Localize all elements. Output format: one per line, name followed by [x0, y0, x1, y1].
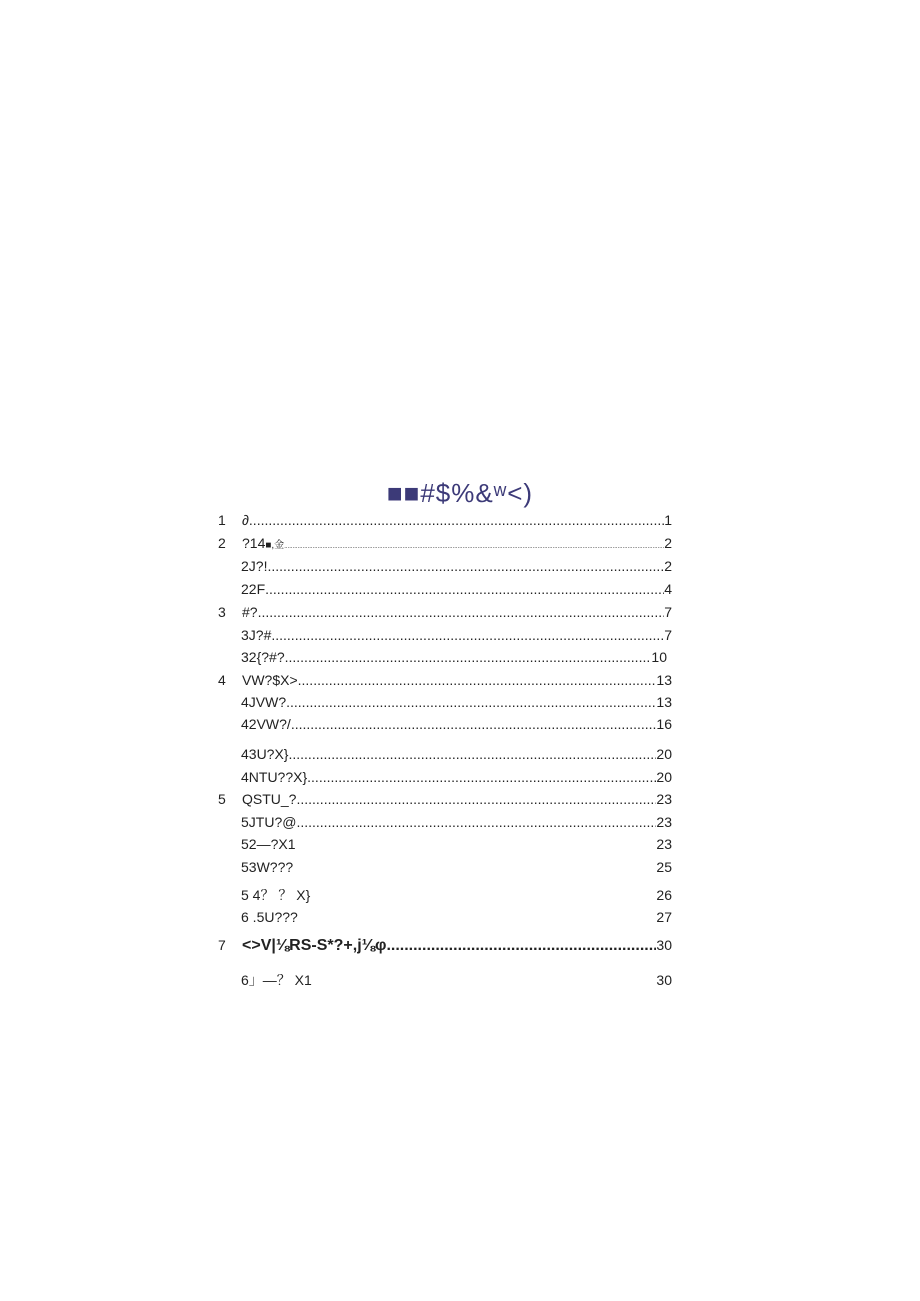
- toc-entry[interactable]: [218, 791, 672, 813]
- dot-leader: [284, 544, 664, 550]
- toc-entry[interactable]: [218, 694, 672, 716]
- toc-entry[interactable]: [218, 970, 672, 992]
- entry-label: 5 4？ ？ X}: [241, 887, 311, 903]
- entry-page: 13: [656, 672, 672, 688]
- toc-title: ■■#$%&ʷ<): [386, 478, 534, 508]
- dot-leader: [307, 769, 656, 785]
- entry-label: 32{?#?: [241, 649, 285, 665]
- entry-label: 6 .5U???: [241, 909, 298, 925]
- entry-page: 20: [656, 769, 672, 785]
- toc-entry[interactable]: [218, 581, 672, 603]
- entry-page: 30: [656, 972, 672, 988]
- toc-entry[interactable]: [218, 649, 667, 671]
- entry-number: 5: [218, 791, 226, 807]
- entry-page: 13: [656, 694, 672, 710]
- toc-entry[interactable]: [218, 909, 672, 931]
- entry-label: ?14: [242, 535, 266, 551]
- entry-number: 7: [218, 937, 226, 953]
- entry-label: QSTU_?: [242, 791, 297, 807]
- entry-page: 10: [651, 649, 667, 665]
- entry-page: 30: [656, 937, 672, 953]
- dot-leader: [298, 672, 657, 688]
- entry-page: 4: [664, 581, 672, 597]
- dot-leader: [296, 814, 656, 830]
- entry-label: 2J?!: [241, 558, 268, 574]
- dot-leader: [267, 558, 664, 574]
- entry-label: <>V|⅛RS-S*?+,j⅛φ: [242, 937, 387, 954]
- entry-page: 25: [656, 859, 672, 875]
- entry-label: #?: [242, 604, 258, 620]
- entry-page: 27: [656, 909, 672, 925]
- entry-label: 53W???: [241, 859, 294, 875]
- toc-entry[interactable]: [218, 859, 672, 881]
- dot-leader: [286, 694, 656, 710]
- entry-label: 5JTU?@: [241, 814, 297, 830]
- toc-entry[interactable]: [218, 814, 672, 836]
- dot-leader: [271, 627, 664, 643]
- entry-label: 3J?#: [241, 627, 272, 643]
- entry-page: 26: [656, 887, 672, 903]
- toc-entry[interactable]: [218, 672, 672, 694]
- entry-number: 3: [218, 604, 226, 620]
- entry-label: 43U?X}: [241, 746, 289, 762]
- entry-page: 20: [656, 746, 672, 762]
- entry-page: 2: [664, 558, 672, 574]
- entry-label-small: ■,金: [265, 540, 285, 551]
- entry-page: 23: [656, 791, 672, 807]
- entry-label: 4JVW?: [241, 694, 287, 710]
- entry-number: 2: [218, 535, 226, 551]
- entry-label: VW?$X>: [242, 672, 298, 688]
- entry-page: 23: [656, 836, 672, 852]
- dot-leader: [386, 937, 656, 955]
- entry-page: 23: [656, 814, 672, 830]
- toc-entry[interactable]: [218, 746, 672, 768]
- dot-leader: [249, 512, 664, 528]
- toc-entry[interactable]: [218, 937, 672, 963]
- toc-entry[interactable]: [218, 769, 672, 791]
- dot-leader: [285, 649, 652, 665]
- toc-entry[interactable]: [218, 836, 672, 858]
- toc-entry[interactable]: [218, 627, 672, 649]
- toc-entry[interactable]: [218, 512, 672, 534]
- entry-label: 4NTU??X}: [241, 769, 308, 785]
- entry-label: 6」—？ X1: [241, 972, 312, 988]
- entry-label: ∂: [242, 512, 249, 528]
- entry-page: 7: [664, 604, 672, 620]
- dot-leader: [296, 791, 656, 807]
- dot-leader: [288, 746, 656, 762]
- entry-label: 52—?X1: [241, 836, 296, 852]
- toc-entry[interactable]: [218, 716, 672, 738]
- dot-leader: [258, 604, 665, 620]
- entry-page: 2: [664, 535, 672, 551]
- toc-entry[interactable]: [218, 535, 672, 557]
- dot-leader: [291, 716, 657, 732]
- entry-number: 4: [218, 672, 226, 688]
- dot-leader: [265, 581, 664, 597]
- entry-label: 42VW?/: [241, 716, 291, 732]
- toc-entry[interactable]: [218, 885, 672, 907]
- entry-page: 1: [664, 512, 672, 528]
- entry-label: 22F: [241, 581, 266, 597]
- entry-number: 1: [218, 512, 226, 528]
- toc-entry[interactable]: [218, 604, 672, 626]
- toc-entry[interactable]: [218, 558, 672, 580]
- entry-page: 7: [664, 627, 672, 643]
- entry-page: 16: [656, 716, 672, 732]
